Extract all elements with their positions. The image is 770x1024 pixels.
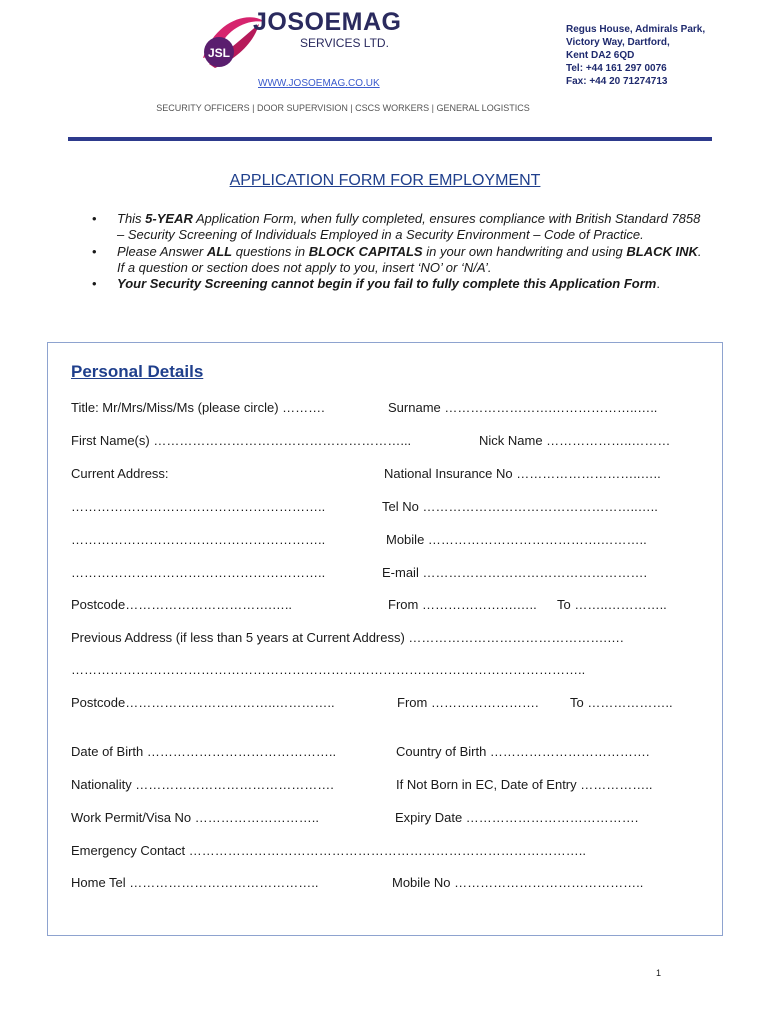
address-line: Regus House, Admirals Park, — [566, 24, 706, 35]
address-line-field[interactable]: ………………………………………………….. — [71, 532, 326, 547]
from-date-field[interactable]: From ………………….….. — [388, 597, 537, 612]
company-address — [566, 23, 705, 88]
website-link[interactable]: WWW.JOSOEMAG.CO.UK — [258, 78, 380, 89]
current-address-label: Current Address: — [71, 466, 169, 481]
form-title: APPLICATION FORM FOR EMPLOYMENT — [229, 172, 541, 189]
title-field[interactable]: Title: Mr/Mrs/Miss/Ms (please circle) ………. — [71, 400, 325, 415]
address-line: Victory Way, Dartford, — [566, 37, 670, 48]
company-name: JOSOEMAG — [253, 8, 402, 36]
work-permit-field[interactable]: Work Permit/Visa No ……………………….. — [71, 810, 319, 825]
services-line: SECURITY OFFICERS | DOOR SUPERVISION | CSCS WORKERS | GENERAL LOGISTICS — [156, 103, 530, 113]
bullet-icon: • — [92, 276, 97, 292]
address-line-field[interactable]: ………………………………………………….. — [71, 565, 326, 580]
previous-from-date-field[interactable]: From ……………………. — [397, 695, 539, 710]
email-field[interactable]: E-mail ……………………………………………. — [382, 565, 648, 580]
instruction-item: • Your Security Screening cannot begin if you fail to fully complete this Application Form. — [92, 276, 660, 292]
ni-number-field[interactable]: National Insurance No ………………………..….. — [384, 466, 661, 481]
date-of-birth-field[interactable]: Date of Birth …………………………………….. — [71, 744, 337, 759]
nick-name-field[interactable]: Nick Name ………………..……… — [479, 433, 671, 448]
phone-line: Tel: +44 161 297 0076 — [566, 63, 667, 74]
postcode-field[interactable]: Postcode…………………………….….. — [71, 597, 293, 612]
ec-entry-date-field[interactable]: If Not Born in EC, Date of Entry …………….. — [396, 777, 653, 792]
previous-address-field[interactable]: Previous Address (if less than 5 years at Current Address) ……………………………………….…. — [71, 630, 624, 645]
logo-letters: JSL — [207, 46, 231, 60]
nationality-field[interactable]: Nationality ………………………………………. — [71, 777, 334, 792]
previous-to-date-field[interactable]: To ……………….. — [570, 695, 673, 710]
surname-field[interactable]: Surname …………………….………………..….. — [388, 400, 658, 415]
home-tel-field[interactable]: Home Tel …………………………………….. — [71, 875, 319, 890]
country-of-birth-field[interactable]: Country of Birth ………………………………. — [396, 744, 650, 759]
company-subtitle: SERVICES LTD. — [300, 36, 389, 50]
mobile-no-field[interactable]: Mobile No …………………………………….. — [392, 875, 644, 890]
previous-address-line-field[interactable]: ……………………………………………………………………………………………………….. — [71, 662, 586, 677]
previous-postcode-field[interactable]: Postcode……………………………..………….. — [71, 695, 335, 710]
header-divider — [68, 137, 712, 141]
bullet-icon: • — [92, 211, 97, 226]
emergency-contact-field[interactable]: Emergency Contact ……………………………………………………………………………….. — [71, 843, 586, 858]
address-line-field[interactable]: ………………………………………………….. — [71, 499, 326, 514]
to-date-field[interactable]: To ……..………….. — [557, 597, 667, 612]
expiry-date-field[interactable]: Expiry Date …………………………………. — [395, 810, 639, 825]
section-title: Personal Details — [71, 362, 204, 381]
mobile-field[interactable]: Mobile ………………………………….……….. — [386, 532, 647, 547]
first-names-field[interactable]: First Name(s) …………………………………………………... — [71, 433, 412, 448]
fax-line: Fax: +44 20 71274713 — [566, 76, 668, 87]
instructions-list — [92, 211, 702, 292]
instruction-item: • This 5-YEAR Application Form, when fully completed, ensures compliance with British Standard 7858 – Security Screening of Individuals Employed in a Security Environment – Code of Practice. — [92, 211, 701, 243]
address-line: Kent DA2 6QD — [566, 50, 635, 61]
bullet-icon: • — [92, 243, 97, 259]
tel-no-field[interactable]: Tel No …………………………………………..….. — [382, 499, 658, 514]
page-number: 1 — [656, 968, 662, 978]
instruction-item: • Please Answer ALL questions in BLOCK CAPITALS in your own handwriting and using BLACK INK. If a question or section does not apply to you, insert ‘NO’ or ‘N/A’. — [92, 243, 702, 275]
